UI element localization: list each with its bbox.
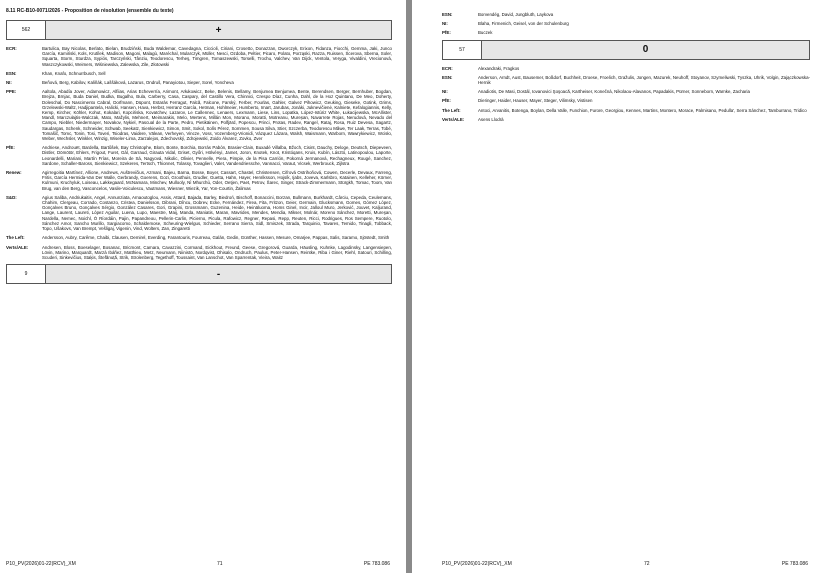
group-list-for <box>6 46 392 260</box>
group-name: PfE: <box>442 30 451 36</box>
group-name: Verts/ALE: <box>442 116 465 122</box>
political-group-row <box>6 89 392 141</box>
footer-doc-id: P10_PV(2026)01-22(RCV)_XM <box>442 561 512 567</box>
group-members: Andersson, Aubry, Carême, Chaibi, Clausen, Demirel, Everding, Farantouris, Fourreau, Galán, Gedin, Günther, Hassen, Mesure, Omarjee, Pappas, Salis, Saramo, Sjöstedt, Smith <box>42 235 390 241</box>
group-name: NI: <box>442 89 448 95</box>
page-footer <box>0 561 406 567</box>
group-name: The Left: <box>6 235 25 241</box>
group-list-against <box>442 12 810 36</box>
vote-count: 57 <box>443 41 482 59</box>
political-group-row <box>442 75 810 85</box>
vote-sign: + <box>46 21 391 39</box>
political-group-row <box>442 66 810 71</box>
footer-page-number: 72 <box>644 561 650 567</box>
group-members: Bartulica, Bay Nicolas, Berlato, Bielan, Brudziński, Buda Waldemar, Cavedagna, Ciccioli, Ciriani, Crosetto, Donazzan, Dworczyk, Erixon, Fidanza, Fiocchi, Gemma, Jaki, Junco García, Kamiński, Kols, Krutílek, Madison, Magoni, Malagù, Maréchal, Mularczyk, Müller, Nesci, Ozdoba, Peltier, Picaro, Polato, Porząski, Razza, Ruissen, Ścerova, Sberna, Soler, Squarta, Storm, Sturdza, Sypiós, Tarczyński, Tânziu, Teodorescu, Terheş, Timgren, Tomaszewski, Torselli, Trochu, Valchev, Van Dijck, Ventola, Veryga, Vivaldini, Vrecionová, Waszczykowski, Weimers, Wiśniewska, Zalewska, Zile, Złotowski <box>42 46 392 67</box>
political-group-row <box>6 195 392 231</box>
vote-sign: - <box>46 265 391 283</box>
footer-pe-number: PE 783.086 <box>781 561 808 567</box>
group-members: Dieringer, Haider, Hauser, Mayer, Steger, Vilimsky, Vistisen <box>478 98 593 104</box>
political-group-row <box>6 80 392 85</box>
group-members: Alexandraki, Fragkos <box>478 65 520 71</box>
page-footer <box>412 561 824 567</box>
political-group-row <box>442 108 810 113</box>
political-group-row <box>442 98 810 103</box>
document-page-right <box>412 0 824 573</box>
political-group-row <box>6 71 392 76</box>
vote-result-box-for <box>6 20 392 40</box>
footer-doc-id: P10_PV(2026)01-22(RCV)_XM <box>6 561 76 567</box>
group-members: Buczek <box>478 30 493 36</box>
political-group-row <box>442 12 810 17</box>
group-members: Beňová, Berg, Kabilov, Kaliňák, Laššáková, Lazarus, Ondruš, Panayiotou, Sieper, Sorel, Yoncheva <box>42 80 234 86</box>
group-members: Agius Saliba, Andriukaitis, Angel, Annunziata, Arnaoutoglou, Assis, Attard, Bajada, Barley, Biedroń, Bischoff, Bonaccini, Borzan, Bullmann, Burkhardt, Cârciu, Cepeda, Ceulemans, Chahim, Clergeau, Corrado, Costanzo, Cristea, Danielsson, Dibrani, Dîncu, Dobrev, Ecke, Fernández, Firea, Fita, Fritzon, Geier, Germain, Glucksmann, Gomes, Gómez López, Gonçalves Bruno, Gonçalves Sérgio, González Casares, Gori, Grapini, Grossmann, Guzenina, Heide, Heinäluoma, Homs Ginel, Incir, Jalloul Muro, Jerković, Jouvet, Kaljurand, Lange, Laurent, Laureti, López Aguilar, Luena, Lupo, Maestre, Maij, Manda, Maniatis, Maran, Mavrides, Mendes, Mendia, Mikser, Molnár, Moreno Sánchez, Moretti, Mureşan, Nardella, Nemec, Noichl, Ó Ríordáin, Pajin, Papandreou, Pellerin-Carlin, Picierno, Picula, Rafowicz, Regner, Repasi, Repp, Reuten, Ricci, Rodrigues, Ros Sempere, Ruotolo, Sánchez Amor, Sancho Murillo, Sargiacomo, Schaldemose, Scheuring-Wielgus, Schieder, Serrano Sierra, Sidl, Smiszek, Strada, Tarquinio, Tavares, Temido, Tinagli, Tobback, Topo, Ušakovs, Van Brempt, Vešligaj, Vigenin, Vind, Wolters, Zan, Zingaretti <box>42 194 392 232</box>
footer-page-number: 71 <box>217 561 223 567</box>
group-members: Khan, Knafo, Schnurrbusch, Sell <box>42 70 106 76</box>
group-members: Blaha, Firmenich, Geisel, von der Schulenburg <box>478 21 569 27</box>
group-members: Borvendég, David, Jungbluth, Laykova <box>478 12 554 17</box>
group-name: Renew: <box>6 170 22 176</box>
group-name: ESN: <box>442 12 453 17</box>
footer-pe-number: PE 783.086 <box>363 561 390 567</box>
group-members: Antoci, Arvanitis, Botenga, Boylan, Della Valle, Funchion, Furore, Georgiou, Kennes, Martins, Montero, Morace, Palmisano, Pedulla', Serra Sánchez, Tamburrano, Tridico <box>478 107 807 113</box>
political-group-row <box>442 117 810 122</box>
political-group-row <box>442 89 810 94</box>
group-members: Andresen, Bloss, Boeselager, Bosanac, Bricmont, Camara, Cavazzini, Cormand, Eickhout, Freund, Geese, Gregorová, Guarda, Häusling, Kuhnke, Lagodinsky, Langensiepen, Lövin, Marino, Marquardt, Marzà Ibáñez, Matthieu, Metz, Neumann, Niinistö, Nordqvist, Ohisalo, Ondruch, Paulus, Peter-Hansen, Reintke, Riba i Giner, Riehl, Satouri, Schilling, Scuderi, Sinkevičius, Staķis, Štefănuță, Strik, Strolenberg, Tegethoff, Toussaint, Van Lanschot, Van Sparrentak, Vieira, Waitz <box>42 244 392 260</box>
group-name: PfE: <box>6 145 15 151</box>
vote-count: 9 <box>7 265 46 283</box>
vote-sign: 0 <box>482 41 809 59</box>
group-name: ECR: <box>6 46 17 51</box>
political-group-row <box>442 30 810 35</box>
vote-count: 562 <box>7 21 46 39</box>
political-group-row <box>6 235 392 240</box>
group-name: ECR: <box>442 65 453 71</box>
political-group-row <box>6 46 392 67</box>
group-name: ESN: <box>442 74 453 80</box>
group-name: ESN: <box>6 70 17 76</box>
group-name: Verts/ALE: <box>6 244 29 250</box>
group-name: NI: <box>6 80 12 86</box>
political-group-row <box>442 21 810 26</box>
group-name: PPE: <box>6 89 17 95</box>
group-name: S&D: <box>6 194 17 200</box>
group-list-abstain <box>442 66 810 122</box>
group-members: Asens Llodrà <box>478 116 504 122</box>
vote-title: 8.11 RC-B10-0071/2026 - Proposition de résolution (ensemble du texte) <box>6 8 174 14</box>
group-members: Aaltola, Abadía Jover, Adamowicz, Alfiias, Arias Echeverría, Arimont, Arłukowicz, Beke, Belenis, Bellamy, Benjumea Benjumea, Bente, Berendsen, Berger, Bernhuber, Bogdan, Brejza, Brnjac, Buda Daniel, Budka, Bugalho, Bula, Carberry, Casa, Caspary, del Castillo Vera, Chinnici, Crespo Díaz, Cunha, Dahl, de la Hoz Quintano, De Meo, Doherty, Doleschal, Do Nascimento Cabral, Dorfmann, Düpont, Estarás Ferragut, Falcă, Falcone, Farský, Ferber, Fourlas, Gahler, Galvez Pihowicz, Geuking, Gieseke, Gotink, Grims, Grzelewski-Waltz, Hadjipantela, Halicki, Hansen, Hava, Herbst, Herranz García, Hetman, Hohlmeier, Humberto, Imart, Jarubas, Jonáki, Juknevičienė, Kalniete, Kefalogiannis, Kelly, Kemp, Kircher, Köhler, Kohut, Kokalari, Kopcińska, Kovatchev, Lazarov, Le Callennec, Lenaers, Lexmann, Liese, Lins, Lopatka, López-Istúriz White, Łukacijewska, McAllister, Mandl, Marczułajtis-Walczak, Mato, Mažylis, Mehnert, Meimarakis, Melo, Mertens, Millán Mon, Morano, Moratti, Motreanu, Mureșan, Navarrete Rojas, Nerudová, Nevado del Campo, Niebler, Niedermayer, Novakov, Nykiel, Pascual de la Parte, Pedro, Pietikäinen, Polfjärd, Popescu, Princi, Protas, Radev, Rangel, Rataj, Rosa, Ruiz Devesa, Sagartz, Saudargas, Schenk, Schneider, Schwab, Seekatz, Sienkiewicz, Simon, Smit, Sokol, Solís Pérez, Sommen, Sousa Silva, Stier, Szczerba, Teodorescu Måwe, Ter Laak, Terras, Tobé, Tomašič, Tomc, Tonin, Tosi, Toveri, Tsiodras, Vaidere, Välean, Verheyen, Vincze, Voss, Vozemberg-Vrionidi, Vázquez Lázara, Walsh, Waismann, Warborn, Wawrykiewicz, Wcisło, Weber, Wechsler, Winkler, Winzig, Wiseler-Lima, Zarzalejos, Zdechovský, Zdrojewski, Zoido Álvarez, Zovko, Zver <box>42 89 392 142</box>
document-page-left <box>0 0 406 573</box>
political-group-row <box>6 145 392 166</box>
group-members: Agirregoitia Martínez, Allione, Andrews, Auštrevičius, Azmani, Bajeu, Barna, Bosse, Boyer, Cassart, Chastel, Christensen, Cifrová Ostrihoňová, Cowen, Decerle, Devaux, Farreng, Fritis, García Hermida-Van Der Walle, Gerbrandy, Goerens, Gozi, Groothuis, Grudler, Guetta, Hahn, Hayer, Henriksson, Hojsík, Ijabs, Joveva, Karlsbro, Katainen, Kelleher, Körner, Kulmuni, Kruchyluk, Loiseau, Løkkegaard, McNamara, Minchev, Mullooly, Nì Mhurchú, Oder, Oetjen, Paet, Petrov, Šarec, Singer, Strack-Zimmermann, Stürgkh, Tomac, Toom, Van Brug, van den Berg, Vasconcelos, Vasile-Voiculescu, Vautmans, Wiesner, Wiezik, Yar, Yon-Courtin, Žalimas <box>42 170 392 191</box>
group-name: NI: <box>442 21 448 27</box>
group-name: PfE: <box>442 98 451 104</box>
group-members: Anadiotis, De Masi, Dostál, Iovanovici Şoşoacă, Kartheiser, Konečná, Nikolaou-Alavanos, Papadakis, Pürner, Sonneborn, Warnke, Zacharia <box>478 89 750 95</box>
group-name: The Left: <box>442 107 461 113</box>
political-group-row <box>6 245 392 261</box>
vote-result-box-abstain <box>442 40 810 60</box>
political-group-row <box>6 170 392 191</box>
vote-result-box-against <box>6 264 392 284</box>
group-members: Andriese, Androuët, Bardella, Bartůšek, Bay Christophe, Blom, Bonte, Borchia, Borrás Pabón, Brasier-Clain, Buxadé Villalba, Bžoch, Cisint, Dauchy, Deloge, Deutsch, Diepeveen, Distler, Dömötör, Ehlers, Frigout, Furet, Gál, Garraud, Girauta Vidal, Griset, Győri, Hölvényi, Jamet, Joron, Knotek, Knot, Kristóqans, Kruis, Kubín, Lásztó, Latinopoulou, Laporte, Leonardelli, Mariani, Martín Frías, Moreira de Sá, Nagyová, Nikolic, Olivier, Pennelle, Piera, Pimpie, de la Pisa Carrión, Pokorná Jermanová, Rechagneux, Rougé, Sanchez, Sardone, Schaller-Baross, Sienkiewicz, Szekeres, Tertsch, Thionnet, Tolassy, Tovaglieri, Valet, Vandendriessche, Vannacci, Varaut, Vicsek, Werbrouck, Zijlstra <box>42 145 392 166</box>
group-members: Anderson, Arndt, Aust, Bausemer, Boßdorf, Buchheit, Droese, Froelich, Gražulis, Jongen, Mazurek, Neuhoff, Stoyanov, Szymeliwski, Tyszka, Uhrik, Volgin, Zajączkowska-Hernik <box>478 74 810 86</box>
